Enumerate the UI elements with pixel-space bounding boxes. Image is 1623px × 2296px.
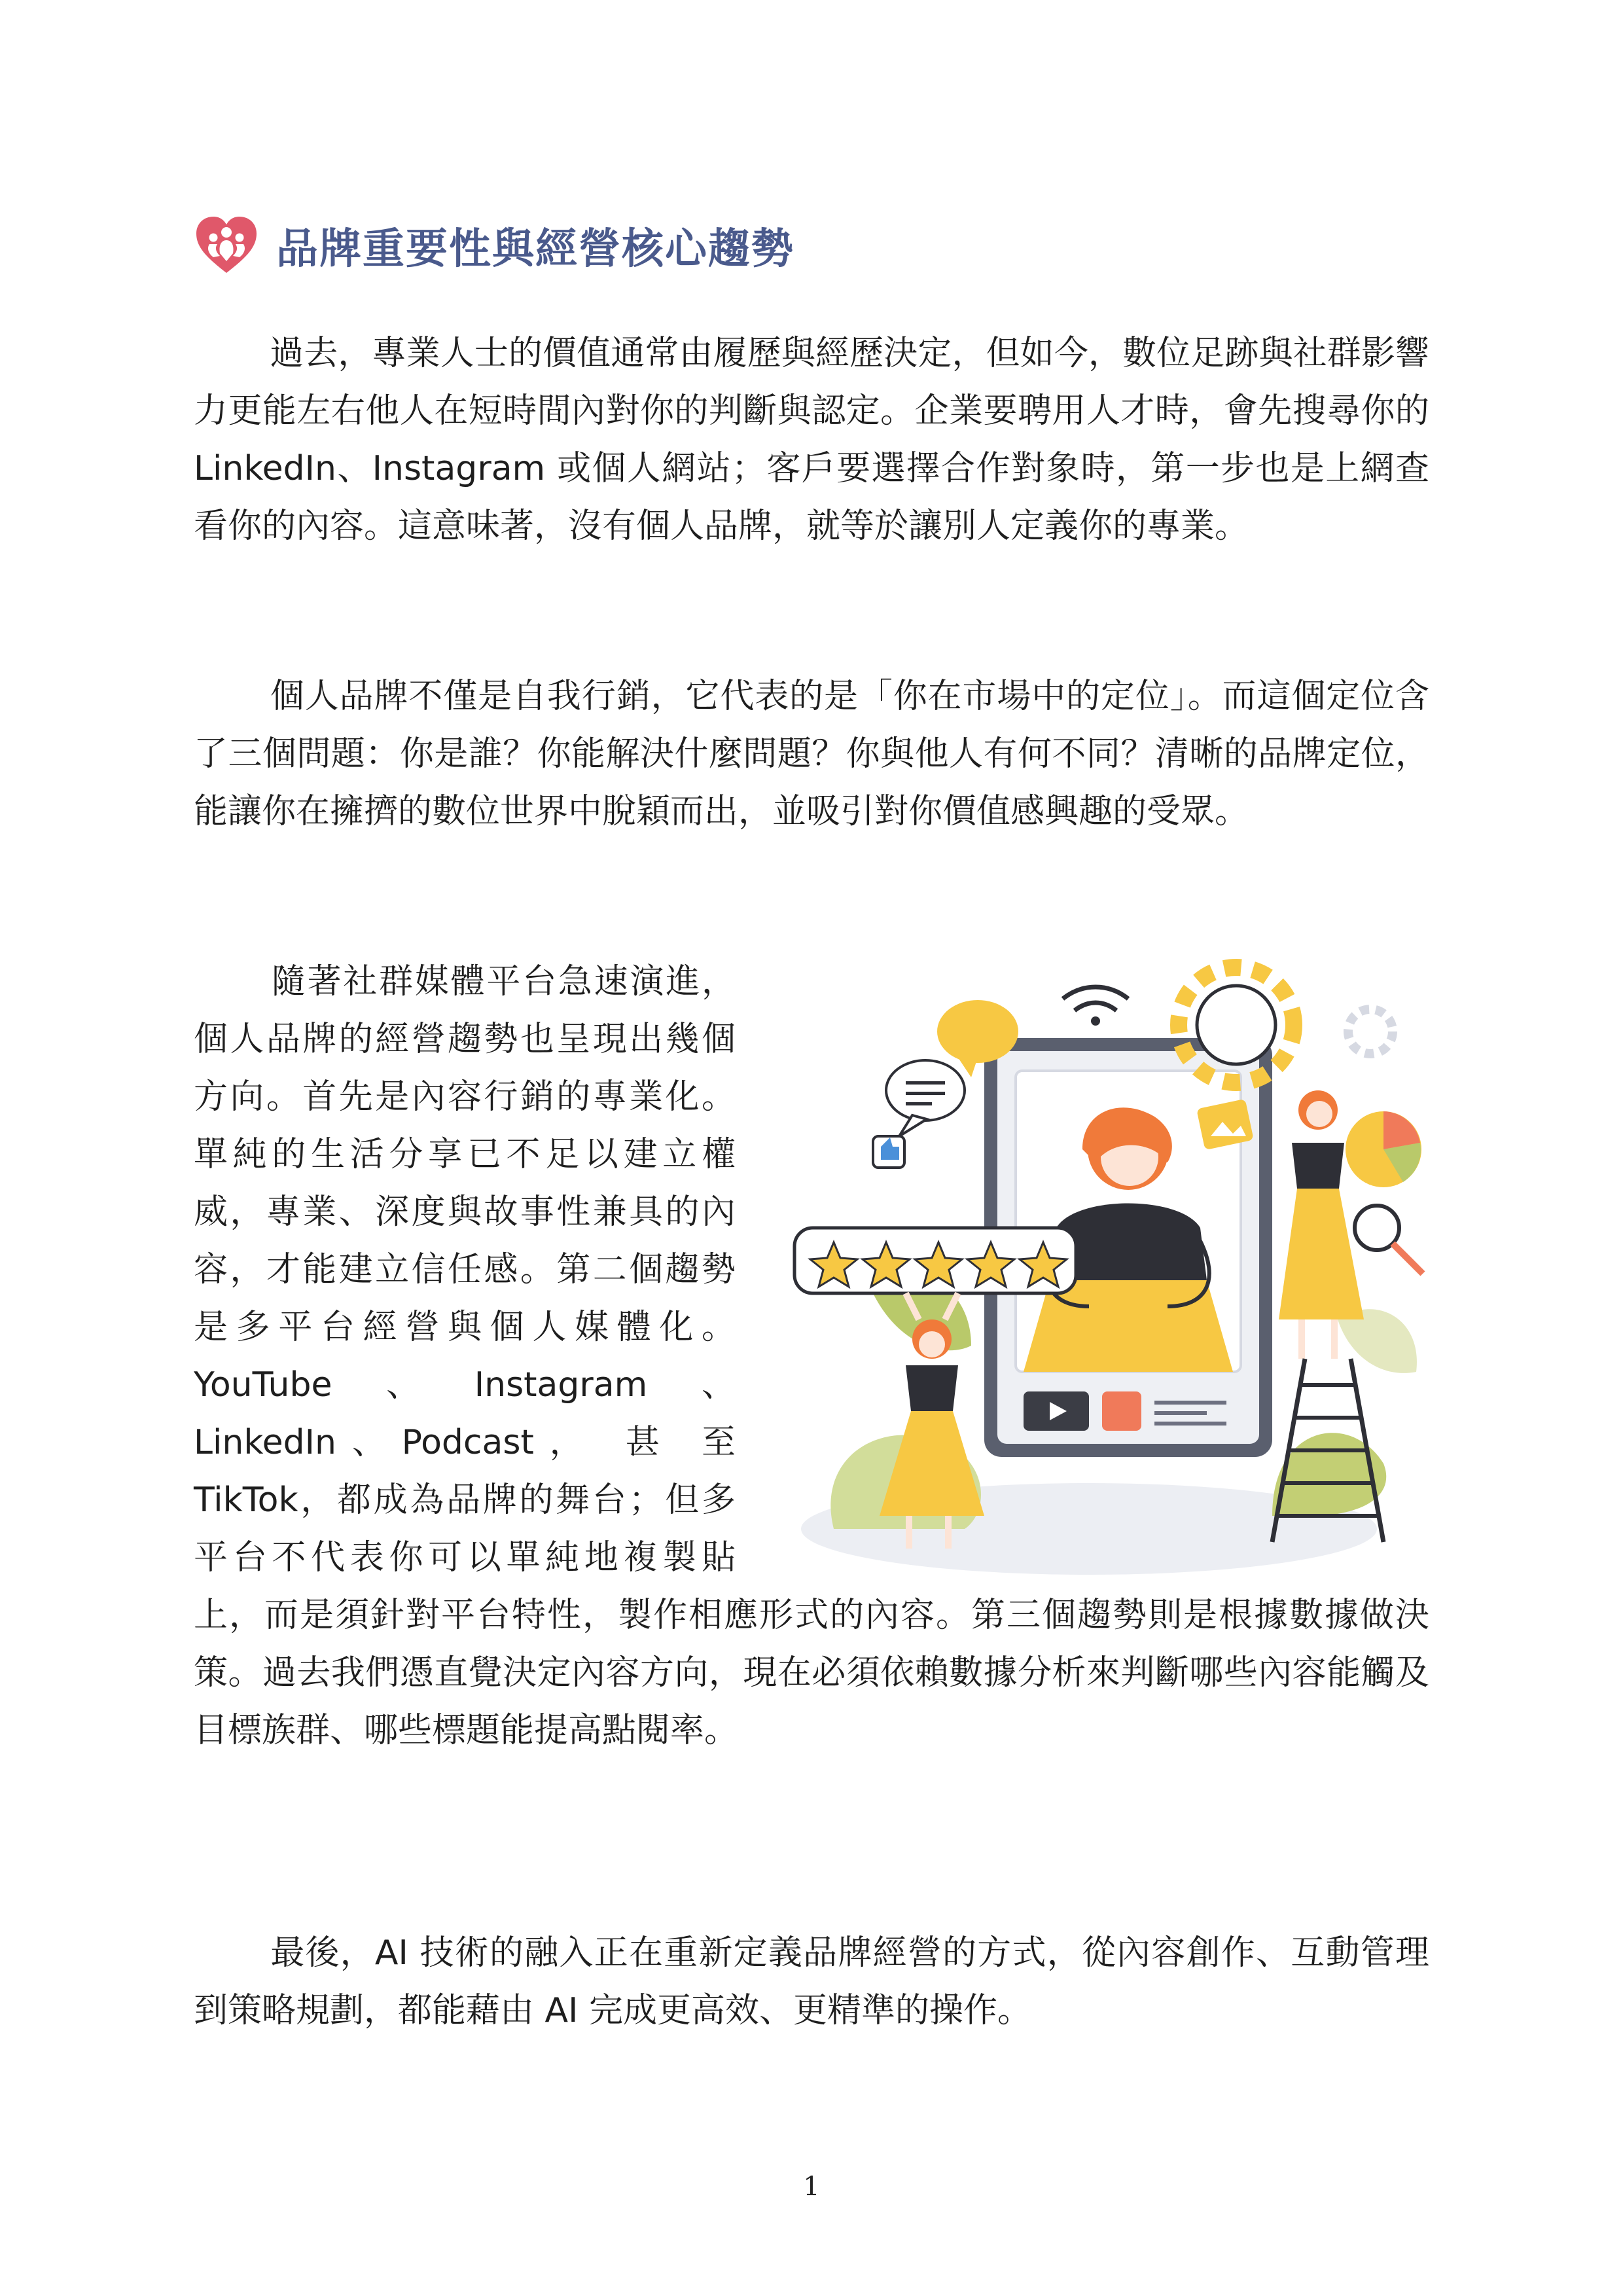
section-heading xyxy=(194,209,794,281)
paragraph-3: 隨著社群媒體平台急速演進，個人品牌的經營趨勢也呈現出幾個方向。首先是內容行銷的專業化。單純的生活分享已不足以建立權威，專業、深度與故事性兼具的內容，才能建立信任感。第二個趨勢是多平台經營與個人媒體化。YouTube、Instagram、LinkedIn、Podcast， 甚 至 TikTok，都成為品牌的舞台；但多平台不代表你可以單純地複製貼上，而是須針對平台特性，製作相應形式的內容。第三個趨勢則是根據數據做決策。過去我們憑直覺決定內容方向，現在必須依賴數據分析來判斷哪些內容能觸及目標族群、哪些標題能提高點閱率。 xyxy=(194,953,1429,1759)
paragraph-2: 個人品牌不僅是自我行銷，它代表的是「你在市場中的定位」。而這個定位含了三個問題：你是誰？你能解決什麼問題？你與他人有何不同？清晰的品牌定位，能讓你在擁擠的數位世界中脫穎而出，並吸引對你價值感興趣的受眾。 xyxy=(194,677,1429,831)
heart-people-icon xyxy=(194,215,259,276)
page-title: 品牌重要性與經營核心趨勢 xyxy=(276,225,794,274)
social-media-influencer-illustration xyxy=(775,953,1429,1581)
page-number: 1 xyxy=(803,2172,820,2202)
paragraph-1: 過去，專業人士的價值通常由履歷與經歷決定，但如今，數位足跡與社群影響力更能左右他人在短時間內對你的判斷與認定。企業要聘用人才時，會先搜尋你的 LinkedIn、Instagram 或個人網站；客戶要選擇合作對象時，第一步也是上網查看你的內容。這意味著，沒有個人品牌，就等於讓別人定義你的專業。 xyxy=(194,334,1429,546)
paragraph-4: 最後，AI 技術的融入正在重新定義品牌經營的方式，從內容創作、互動管理到策略規劃，都能藉由 AI 完成更高效、更精準的操作。 xyxy=(194,1933,1429,2030)
